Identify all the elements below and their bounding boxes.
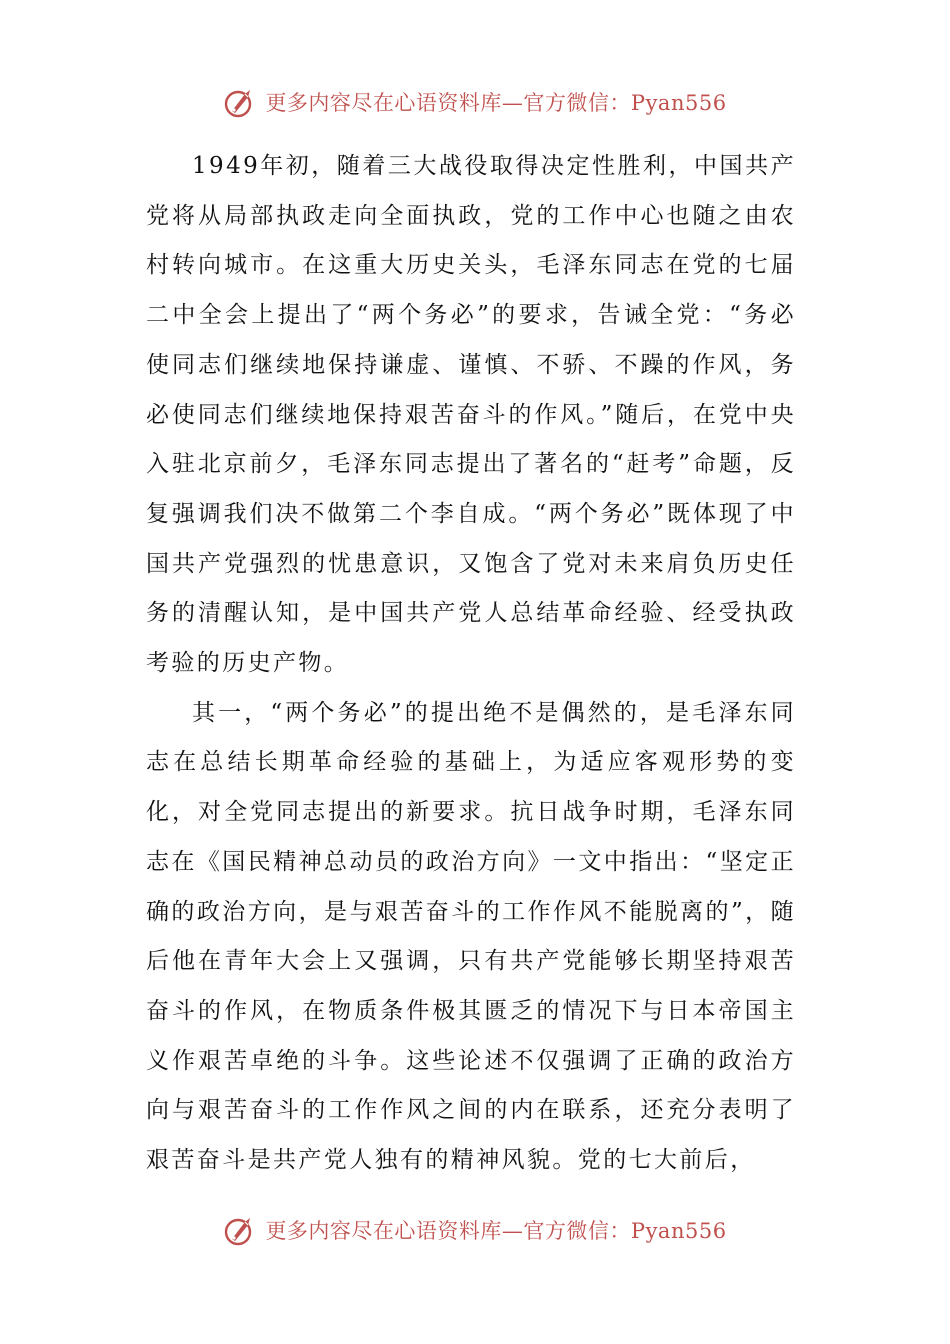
paragraph-1: 1949年初，随着三大战役取得决定性胜利，中国共产党将从局部执政走向全面执政，党的工作中心也随之由农村转向城市。在这重大历史关头，毛泽东同志在党的七届二中全会上提出了“两个务必”的要求，告诫全党：“务必使同志们继续地保持谦虚、谨慎、不骄、不躁的作风，务必使同志们继续地保持艰苦奋斗的作风。”随后，在党中央入驻北京前夕，毛泽东同志提出了著名的“赶考”命题，反复强调我们决不做第二个李自成。“两个务必”既体现了中国共产党强烈的忧患意识，又饱含了党对未来肩负历史任务的清醒认知，是中国共产党人总结革命经验、经受执政考验的历史产物。: [146, 153, 796, 677]
footer-banner: [0, 1210, 950, 1250]
pen-logo-icon: [223, 1212, 259, 1248]
header-banner-text: 更多内容尽在心语资料库—官方微信：Pyan556: [265, 91, 727, 115]
footer-banner-text: 更多内容尽在心语资料库—官方微信：Pyan556: [265, 1219, 727, 1243]
document-body: [146, 142, 796, 1186]
paragraph-2: 其一，“两个务必”的提出绝不是偶然的，是毛泽东同志在总结长期革命经验的基础上，为适应客观形势的变化，对全党同志提出的新要求。抗日战争时期，毛泽东同志在《国民精神总动员的政治方向》一文中指出：“坚定正确的政治方向，是与艰苦奋斗的工作作风不能脱离的”，随后他在青年大会上又强调，只有共产党能够长期坚持艰苦奋斗的作风，在物质条件极其匮乏的情况下与日本帝国主义作艰苦卓绝的斗争。这些论述不仅强调了正确的政治方向与艰苦奋斗的工作作风之间的内在联系，还充分表明了艰苦奋斗是共产党人独有的精神风貌。党的七大前后，: [146, 699, 796, 1174]
pen-logo-icon: [223, 84, 259, 120]
header-banner: [0, 82, 950, 122]
